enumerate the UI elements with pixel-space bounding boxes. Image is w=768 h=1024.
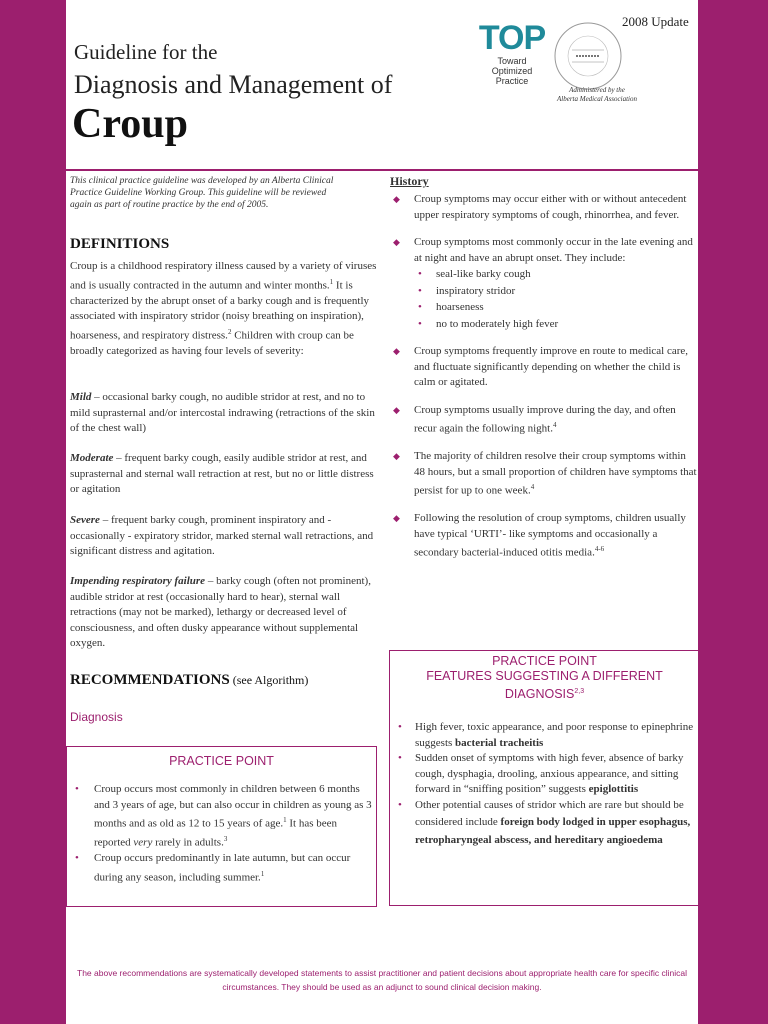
history-item: ◆ Croup symptoms usually improve during the day, and often recur again the following night.$^4$ [392,403,698,438]
document-page [66,0,698,1024]
diagnosis-subheading: Diagnosis [70,710,123,724]
history-item: ◆ Croup symptoms most commonly occur in the late evening and at night and have an abrupt onset. They include: • seal-like barky cough • inspiratory stridor • hoarseness • no to moderately high fever [392,235,698,332]
practice-point-2-item: • Other potential causes of stridor which are rare but should be considered include foreign body lodged in upper esophagus, retropharyngeal abscess, and hereditary angioedema [390,798,699,850]
admin-line-2: Alberta Medical Association [557,95,637,103]
practice-point-2-title: PRACTICE POINT FEATURES SUGGESTING A DIFFERENT DIAGNOSIS$^{2,3}$ [426,654,663,702]
severity-moderate: Moderate – frequent barky cough, easily audible stridor at rest, and suprasternal and sternal wall retraction at rest, but no or little distress or agitation [70,452,374,495]
history-item: ◆ Croup symptoms frequently improve en route to medical care, and fluctuate significantly depending on whether the child is calm or agitated. [392,344,698,391]
symptom-item: • no to moderately high fever [414,316,698,333]
severity-mild: Mild – occasional barky cough, no audible stridor at rest, and no to mild suprasternal and/or intercostal indrawing (retractions of the skin of the chest wall) [70,391,375,434]
definitions-body: Croup is a childhood respiratory illness caused by a variety of viruses and is usually contracted in the autumn and winter months.$^1$ It is characterized by the abrupt onset of a barky cough and is frequently associated with inspiratory stridor (noisy breathing on inspiration), hoarseness, and respiratory distress.$^2$ Children with croup can be broadly categorized as having four levels of severity: [70,260,377,357]
practice-point-2-item: • Sudden onset of symptoms with high fever, absence of barky cough, dysphagia, drooling, anxious appearance, and sitting forward in “sniffing position” suggests epiglottitis [390,751,699,798]
severity-impending: Impending respiratory failure – barky cough (often not prominent), audible stridor at rest (occasionally hard to hear), sternal wall retractions (may not be marked), lethargy or decreased level of consciousness, and often dusky appearance without supplemental oxygen. [70,575,371,649]
practice-point-1-title: PRACTICE POINT [169,754,274,768]
admin-line-1: Administered by the [569,86,625,94]
symptom-item: • inspiratory stridor [414,283,698,300]
title-guideline-for: Guideline for the [74,40,218,64]
top-logo-sub1: Toward [497,56,527,66]
footer-disclaimer: The above recommendations are systematically developed statements to assist practitioner and patient decisions about appropriate health care for specific clinical circumstances. They should be used as an adjunct to sound clinical decision making. [77,968,687,992]
severity-severe: Severe – frequent barky cough, prominent inspiratory and - occasionally - expiratory stridor, marked sternal wall retractions, and significant distress and agitation. [70,514,374,557]
history-list [392,192,698,573]
header-divider [66,169,698,171]
top-logo-word: TOP [478,19,546,57]
symptom-sublist [414,266,698,332]
intro-note: This clinical practice guideline was developed by an Alberta Clinical Practice Guideline Working Group. This guideline will be reviewed again as part of routine practice by the end of 2005. [70,176,334,210]
practice-point-1-item: • Croup occurs predominantly in late autumn, but can occur during any season, including summer.$^1$ [67,851,376,886]
definitions-heading: DEFINITIONS [70,236,170,252]
title-diagnosis-management: Diagnosis and Management of [74,70,393,99]
practice-point-2-item: • High fever, toxic appearance, and poor response to epinephrine suggests bacterial tracheitis [390,720,699,751]
symptom-item: • seal-like barky cough [414,266,698,283]
symptom-item: • hoarseness [414,299,698,316]
admin-credit [542,86,652,104]
guidelines-seal-logo [552,20,624,92]
history-item: ◆ Croup symptoms may occur either with or without antecedent upper respiratory symptoms of cough, rhinorrhea, and fever. [392,192,698,223]
practice-point-1-item: • Croup occurs most commonly in children between 6 months and 3 years of age, but can also occur in children as young as 3 months and as old as 12 to 15 years of age.$^1$ It has been reported very rarely in adults.$^3$ [67,782,376,851]
history-item: ◆ The majority of children resolve their croup symptoms within 48 hours, but a small proportion of children have symptoms that persist for up to one week.$^4$ [392,449,698,499]
recommendations-heading: RECOMMENDATIONS (see Algorithm) [70,672,309,688]
title-topic: Croup [72,101,188,147]
update-label: 2008 Update [622,14,689,29]
top-logo-sub3: Practice [495,76,529,86]
practice-point-box-2 [389,650,700,906]
history-heading: History [390,174,429,188]
top-logo [474,20,550,86]
top-logo-sub2: Optimized [491,66,533,76]
history-item: ◆ Following the resolution of croup symptoms, children usually have typical ‘URTI’- like symptoms and occasionally a secondary bacterial-induced otitis media.$^{4-6}$ [392,511,698,561]
practice-point-box-1 [66,746,377,907]
